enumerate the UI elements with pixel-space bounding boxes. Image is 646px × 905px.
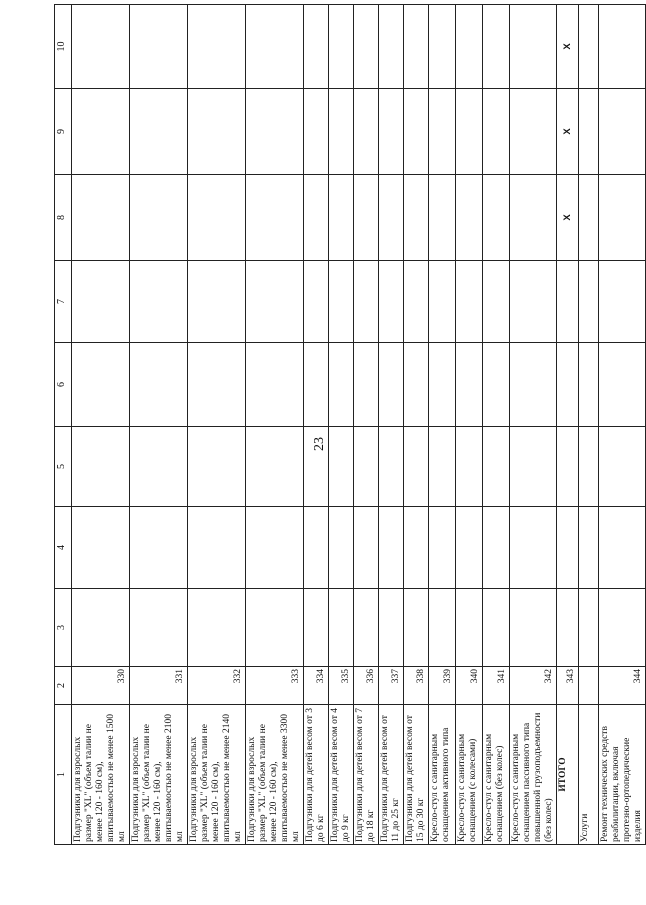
column-header-5: 5 [55,427,72,507]
row-code: 339 [429,667,456,705]
cell-col-8 [304,175,329,261]
cell-col-3 [429,589,456,667]
row-name: Подгузники для взрослых размер "XL" (объем талии не менее 120 - 160 см), впитываемостью не менее 1500 мл [72,705,130,845]
row-name: Кресло-стул с санитарным оснащением (без колес) [483,705,510,845]
column-header-7: 7 [55,261,72,343]
cell-col-5 [72,427,130,507]
cell-col-7 [599,261,646,343]
row-code: 340 [456,667,483,705]
cell-col-6 [579,343,599,427]
cell-col-7 [304,261,329,343]
cell-col-4 [72,507,130,589]
cell-col-9 [188,89,246,175]
cell-col-7 [130,261,188,343]
cell-col-5 [510,427,557,507]
table-row [483,5,510,845]
cell-col-9 [510,89,557,175]
column-header-6: 6 [55,343,72,427]
cell-col-7 [404,261,429,343]
cell-col-8 [354,175,379,261]
cell-col-9 [354,89,379,175]
cell-col-10 [456,5,483,89]
cell-col-6 [329,343,354,427]
row-name: Услуги [579,705,599,845]
cell-col-5 [304,427,329,507]
data-table [54,4,646,845]
cell-col-10: X [557,5,579,89]
cell-col-6 [354,343,379,427]
cell-col-6 [456,343,483,427]
cell-col-10 [354,5,379,89]
cell-col-8 [72,175,130,261]
table-row [304,5,329,845]
cell-col-6 [429,343,456,427]
cell-col-4 [188,507,246,589]
rotated-table [54,5,643,845]
cell-col-5 [130,427,188,507]
row-name: Подгузники для взрослых размер "XL" (объем талии не менее 120 - 160 см), впитываемостью не менее 3300 мл [246,705,304,845]
cell-col-3 [510,589,557,667]
cell-col-6 [379,343,404,427]
cell-col-5 [579,427,599,507]
row-code: 334 [304,667,329,705]
cell-col-10 [579,5,599,89]
cell-col-9 [599,89,646,175]
cell-col-7 [72,261,130,343]
cell-col-10 [130,5,188,89]
row-name: Подгузники для взрослых размер "XL" (объем талии не менее 120 - 160 см), впитываемостью не менее 2100 мл [130,705,188,845]
cell-col-4 [557,507,579,589]
row-name: Кресло-стул с санитарным оснащением активного типа [429,705,456,845]
column-header-10: 10 [55,5,72,89]
table-body [55,5,646,845]
table-row [456,5,483,845]
cell-col-4 [456,507,483,589]
cell-col-9 [304,89,329,175]
cell-col-4 [354,507,379,589]
column-header-4: 4 [55,507,72,589]
cell-col-7 [483,261,510,343]
column-header-8: 8 [55,175,72,261]
cell-col-9 [379,89,404,175]
cell-col-8 [379,175,404,261]
cell-col-9 [456,89,483,175]
cell-col-4 [599,507,646,589]
cell-col-10 [246,5,304,89]
cell-col-8 [579,175,599,261]
cell-col-8 [329,175,354,261]
cell-col-5 [246,427,304,507]
cell-col-6 [557,343,579,427]
cell-col-6 [304,343,329,427]
cell-col-10 [429,5,456,89]
cell-col-9 [329,89,354,175]
row-name: Подгузники для взрослых размер "XL" (объем талии не менее 120 - 160 см), впитываемостью не менее 2140 мл [188,705,246,845]
table-row [329,5,354,845]
table-row [354,5,379,845]
cell-col-3 [404,589,429,667]
cell-col-6 [510,343,557,427]
table-row [429,5,456,845]
cell-col-10 [599,5,646,89]
cell-col-6 [188,343,246,427]
cell-col-9 [246,89,304,175]
cell-col-8 [246,175,304,261]
row-name: Подгузники для детей весом от 4 до 9 кг [329,705,354,845]
row-name: Ремонт технических средств реабилитации, включая протезно-ортопедические изделия [599,705,646,845]
cell-col-10 [404,5,429,89]
row-name: Подгузники для детей весом от 11 до 25 кг [379,705,404,845]
cell-col-8 [599,175,646,261]
cell-col-8 [510,175,557,261]
cell-col-10 [188,5,246,89]
cell-col-4 [246,507,304,589]
row-code: 333 [246,667,304,705]
table-row [72,5,130,845]
cell-col-6 [246,343,304,427]
row-name: Подгузники для детей весом от 7 до 18 кг [354,705,379,845]
table-row [404,5,429,845]
row-name: Подгузники для детей весом от 15 до 30 кг [404,705,429,845]
cell-col-4 [329,507,354,589]
column-header-1: 1 [55,705,72,845]
page-number: 23 [312,437,327,451]
cell-col-9 [429,89,456,175]
cell-col-8 [404,175,429,261]
cell-col-7 [510,261,557,343]
cell-col-3 [557,589,579,667]
cell-col-5 [456,427,483,507]
cell-col-3 [354,589,379,667]
total-row [557,5,579,845]
cell-col-9 [483,89,510,175]
cell-col-6 [483,343,510,427]
cell-col-4 [379,507,404,589]
table-row [188,5,246,845]
cell-col-5 [429,427,456,507]
cell-col-7 [429,261,456,343]
cell-col-10 [329,5,354,89]
cell-col-4 [510,507,557,589]
cell-col-4 [579,507,599,589]
table-row [379,5,404,845]
cell-col-5 [329,427,354,507]
cell-col-7 [379,261,404,343]
cell-col-3 [483,589,510,667]
cell-col-3 [72,589,130,667]
cell-col-9 [579,89,599,175]
cell-col-10 [304,5,329,89]
row-name: Кресло-стул с санитарным оснащением (с колесами) [456,705,483,845]
cell-col-10 [379,5,404,89]
cell-col-7 [354,261,379,343]
cell-col-7 [329,261,354,343]
cell-col-5 [188,427,246,507]
cell-col-5 [483,427,510,507]
table-header-row [55,5,72,845]
cell-col-8 [188,175,246,261]
row-code: 338 [404,667,429,705]
row-name: Подгузники для детей весом от 3 до 6 кг [304,705,329,845]
row-code: 335 [329,667,354,705]
cell-col-4 [404,507,429,589]
cell-col-3 [456,589,483,667]
cell-col-7 [188,261,246,343]
cell-col-7 [579,261,599,343]
row-code: 337 [379,667,404,705]
table-row [599,5,646,845]
cell-col-5 [557,427,579,507]
cell-col-8 [130,175,188,261]
column-header-9: 9 [55,89,72,175]
cell-col-9 [404,89,429,175]
cell-col-7 [456,261,483,343]
cell-col-9 [72,89,130,175]
cell-col-9 [130,89,188,175]
cell-col-9: X [557,89,579,175]
row-code: 331 [130,667,188,705]
cell-col-3 [579,589,599,667]
cell-col-5 [599,427,646,507]
column-header-2: 2 [55,667,72,705]
row-code: 342 [510,667,557,705]
cell-col-6 [404,343,429,427]
cell-col-3 [130,589,188,667]
table-row [246,5,304,845]
table-row [510,5,557,845]
row-code: 343 [557,667,579,705]
cell-col-4 [429,507,456,589]
cell-col-3 [246,589,304,667]
cell-col-8 [456,175,483,261]
cell-col-8: X [557,175,579,261]
cell-col-4 [483,507,510,589]
row-name: Кресло-стул с санитарным оснащением пассивного типа повышенной грузоподъемности (без колес) [510,705,557,845]
cell-col-6 [599,343,646,427]
row-code [579,667,599,705]
row-code: 344 [599,667,646,705]
cell-col-7 [246,261,304,343]
table-row [130,5,188,845]
cell-col-8 [429,175,456,261]
row-code: 341 [483,667,510,705]
cell-col-10 [483,5,510,89]
cell-col-3 [304,589,329,667]
row-code: 330 [72,667,130,705]
cell-col-3 [379,589,404,667]
cell-col-6 [72,343,130,427]
cell-col-8 [483,175,510,261]
cell-col-3 [329,589,354,667]
row-code: 332 [188,667,246,705]
cell-col-7 [557,261,579,343]
cell-col-4 [130,507,188,589]
cell-col-3 [599,589,646,667]
cell-col-4 [304,507,329,589]
cell-col-5 [404,427,429,507]
cell-col-10 [510,5,557,89]
row-name: ИТОГО [557,705,579,845]
section-row [579,5,599,845]
row-code: 336 [354,667,379,705]
cell-col-6 [130,343,188,427]
cell-col-5 [354,427,379,507]
cell-col-3 [188,589,246,667]
cell-col-10 [72,5,130,89]
cell-col-5 [379,427,404,507]
column-header-3: 3 [55,589,72,667]
